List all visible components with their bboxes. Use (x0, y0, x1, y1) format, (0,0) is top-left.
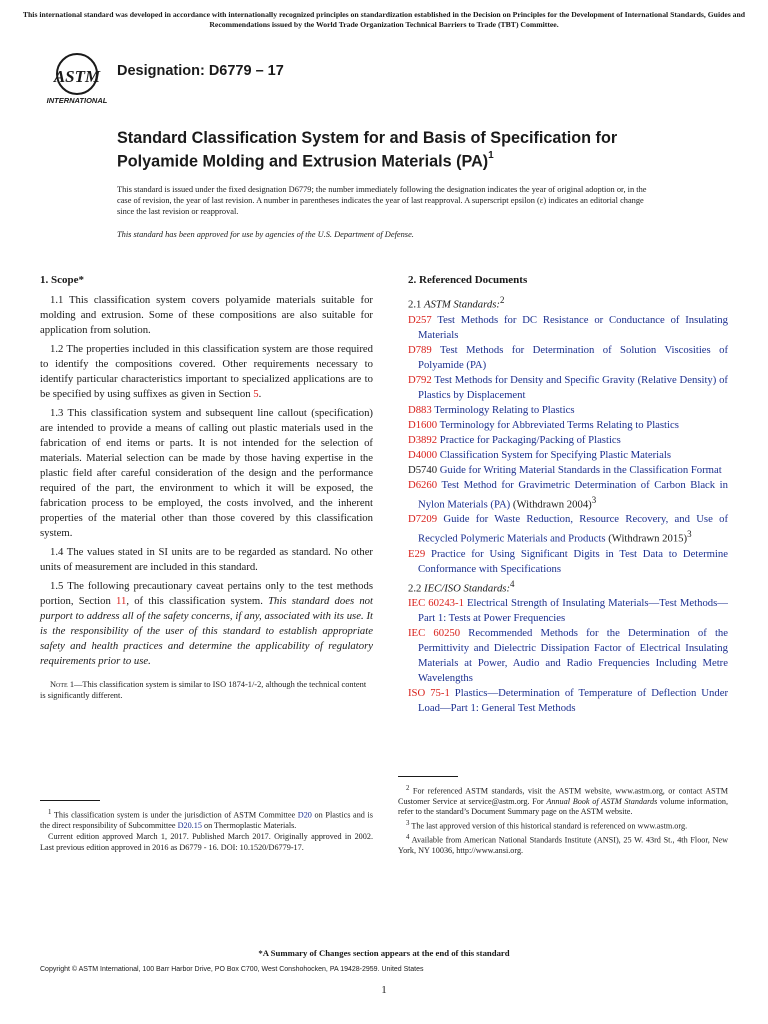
reference-code-link[interactable]: E29 (408, 547, 426, 560)
reference-code-link[interactable]: D7209 (408, 513, 438, 526)
reference-title-link[interactable]: Practice for Packaging/Packing of Plastics (439, 433, 621, 446)
subcommittee-d20-15-link[interactable]: D20.15 (177, 821, 202, 831)
reference-item (408, 686, 728, 716)
reference-title-link[interactable]: Recommended Methods for the Determination of the Permittivity and Dielectric Dissipation Factor of Electrical Insulating Materials at Power, Audio and Radio Frequencies Including Metre Wavelengths (418, 627, 729, 685)
reference-item (408, 512, 728, 547)
reference-title-link[interactable]: Classification System for Specifying Plastic Materials (439, 448, 671, 461)
reference-title-link[interactable]: Electrical Strength of Insulating Materials—Test Methods—Part 1: Tests at Power Frequencies (418, 597, 728, 625)
title-line-2: Polyamide Molding and Extrusion Materials (PA)$^1$ (117, 150, 494, 171)
footnote-2: $^2$ For referenced ASTM standards, visit the ASTM website, www.astm.org, or contact ASTM Customer Service at service@astm.org. For Annual Book of ASTM Standards volume information, refer to the standard’s Document Summary page on the ASTM website. (398, 785, 729, 817)
reference-code-link[interactable]: D4000 (408, 448, 438, 461)
referenced-docs-heading: 2. Referenced Documents (408, 274, 528, 286)
footnote-divider-left (40, 800, 100, 801)
reference-title-link[interactable]: Terminology Relating to Plastics (434, 403, 575, 416)
reference-item (408, 418, 728, 433)
reference-title-link[interactable]: Practice for Using Significant Digits in Test Data to Determine Conformance with Specifications (418, 547, 728, 575)
reference-title-link[interactable]: Plastics—Determination of Temperature of Deflection Under Load—Part 1: General Test Methods (418, 687, 729, 715)
designation: Designation: D6779 – 17 (117, 63, 284, 79)
reference-title-link[interactable]: Test Methods for Density and Specific Gravity (Relative Density) of Plastics by Displacement (418, 373, 728, 401)
scope-1-2: 1.2 The properties included in this classification system are those required to identify the compositions covered. Other requirements necessary to identify particular characteristics important to specialized applications are to be specified by using suffixes as given in Section 5. (40, 343, 373, 400)
scope-1-3: 1.3 This classification system and subsequent line callout (specification) are intended to provide a means of calling out plastic materials used in the fabrication of end items or parts. It is not intended for the selection of materials. Material selection can be made by those having expertise in the plastic field after careful consideration of the design and the performance required of the part, the environment to which it will be exposed, the fabrication process to be employed, the costs involved, and the inherent properties of the material other than those covered by this classification system. (40, 407, 373, 539)
reference-item (408, 373, 728, 403)
svg-text:ASTM: ASTM (53, 67, 101, 86)
reference-title-link[interactable]: Terminology for Abbreviated Terms Relating to Plastics (439, 418, 679, 431)
reference-code-link[interactable]: ISO 75-1 (408, 687, 450, 700)
svg-text:INTERNATIONAL: INTERNATIONAL (46, 96, 108, 105)
section-5-link[interactable]: 5 (253, 388, 259, 400)
summary-of-changes-note: *A Summary of Changes section appears at the end of this standard (258, 948, 510, 958)
reference-code-link[interactable]: D257 (408, 313, 432, 326)
footnotes-left (40, 808, 373, 854)
footnote-divider-right (398, 776, 458, 777)
right-column (408, 273, 728, 716)
reference-code-link[interactable]: D5740 (408, 463, 438, 476)
scope-heading: 1. Scope* (40, 274, 84, 286)
left-column (40, 273, 373, 701)
scope-1-1: 1.1 This classification system covers polyamide materials suitable for molding and extrusion. Some of these compositions are also suitable for application from solution. (40, 294, 373, 336)
footnote-1: $^1$ This classification system is under the jurisdiction of ASTM Committee D20 on Plastics and is the direct responsibility of Subcommittee D20.15 on Thermoplastic Materials. (40, 809, 373, 831)
reference-code-link[interactable]: D3892 (408, 433, 438, 446)
title-line-1: Standard Classification System for and Basis of Specification for (117, 129, 618, 147)
reference-item (408, 313, 728, 343)
footnote-3: $^3$ The last approved version of this historical standard is referenced on www.astm.org. (406, 819, 688, 831)
reference-code-link[interactable]: IEC 60243-1 (408, 597, 464, 610)
note-1: Note 1—This classification system is similar to ISO 1874-1/-2, although the technical content is significantly different. (40, 680, 367, 700)
copyright: Copyright © ASTM International, 100 Barr Harbor Drive, PO Box C700, West Conshohocken, PA 19428-2959. United States (40, 966, 424, 973)
reference-title-link[interactable]: Test Methods for Determination of Solution Viscosities of Polyamide (PA) (418, 343, 728, 371)
reference-code-link[interactable]: IEC 60250 (408, 627, 461, 640)
section-11-link[interactable]: 11 (116, 595, 127, 607)
withdrawn-note: (Withdrawn 2015) (605, 532, 688, 545)
top-notice: This international standard was developed in accordance with internationally recognized principles on standardization established in the Decision on Principles for the Development of International Standards, Guides and Recommendations issued by the World Trade Organization Technical Barriers to Trade (TBT) Committee. (22, 10, 746, 29)
committee-d20-link[interactable]: D20 (297, 810, 312, 820)
scope-1-4: 1.4 The values stated in SI units are to be regarded as standard. No other units of measurement are included in this standard. (40, 546, 373, 573)
edition-info: Current edition approved March 1, 2017. Published March 2017. Originally approved in 2002. Last previous edition approved in 2016 as D6779 - 16. DOI: 10.1520/D6779-17. (40, 832, 373, 852)
reference-item (408, 433, 728, 448)
iec-iso-reference-list (408, 596, 728, 716)
title-footnote-ref: 1 (488, 150, 494, 161)
reference-code-link[interactable]: D883 (408, 403, 432, 416)
footnote-ref: 3 (687, 529, 692, 540)
issue-statement: This standard is issued under the fixed designation D6779; the number immediately following the designation indicates the year of original adoption or, in the case of revision, the year of last revision. A number in parentheses indicates the year of last reapproval. A superscript epsilon (ε) indicates an editorial change since the last revision or reapproval. (117, 185, 647, 216)
footnote-ref: 3 (591, 494, 597, 505)
footnotes-right (398, 784, 728, 857)
reference-title-link[interactable]: Guide for Writing Material Standards in the Classification Format (439, 463, 722, 476)
scope-1-5: 1.5 The following precautionary caveat pertains only to the test methods portion, Section 11, of this classification system. This standard does not purport to address all of the safety concerns, if any, associated with its use. It is the responsibility of the user of this standard to establish appropriate safety and health practices and determine the applicability of regulatory requirements prior to use. (40, 580, 373, 667)
iec-iso-subheading: 2.2 IEC/ISO Standards:$^4$ (408, 578, 515, 595)
reference-code-link[interactable]: D789 (408, 343, 432, 356)
astm-logo (44, 52, 110, 106)
reference-code-link[interactable]: D1600 (408, 418, 438, 431)
reference-item (408, 403, 728, 418)
withdrawn-note: (Withdrawn 2004) (510, 498, 592, 511)
reference-title-link[interactable]: Test Methods for DC Resistance or Conductance of Insulating Materials (418, 313, 728, 341)
reference-code-link[interactable]: D6260 (408, 478, 438, 491)
reference-item (408, 626, 728, 686)
document-title (117, 128, 677, 171)
page-number: 1 (381, 984, 387, 996)
astm-reference-list (408, 313, 728, 577)
reference-title-link[interactable]: Test Method for Gravimetric Determination of Carbon Black in Nylon Materials (PA) (418, 478, 728, 511)
reference-item (408, 547, 728, 577)
reference-item (408, 448, 728, 463)
reference-item (408, 478, 728, 513)
reference-item (408, 596, 728, 626)
reference-title-link[interactable]: Guide for Waste Reduction, Resource Recovery, and Use of Recycled Polymeric Materials and Products (418, 513, 729, 545)
astm-standards-subheading: 2.1 ASTM Standards:$^2$ (408, 295, 505, 311)
reference-item (408, 463, 728, 478)
reference-code-link[interactable]: D792 (408, 373, 432, 386)
footnote-4: $^4$ Available from American National Standards Institute (ANSI), 25 W. 43rd St., 4th Floor, New York, NY 10036, http://www.ansi.org. (398, 833, 728, 855)
reference-item (408, 343, 728, 373)
dod-approval: This standard has been approved for use by agencies of the U.S. Department of Defense. (117, 230, 414, 239)
